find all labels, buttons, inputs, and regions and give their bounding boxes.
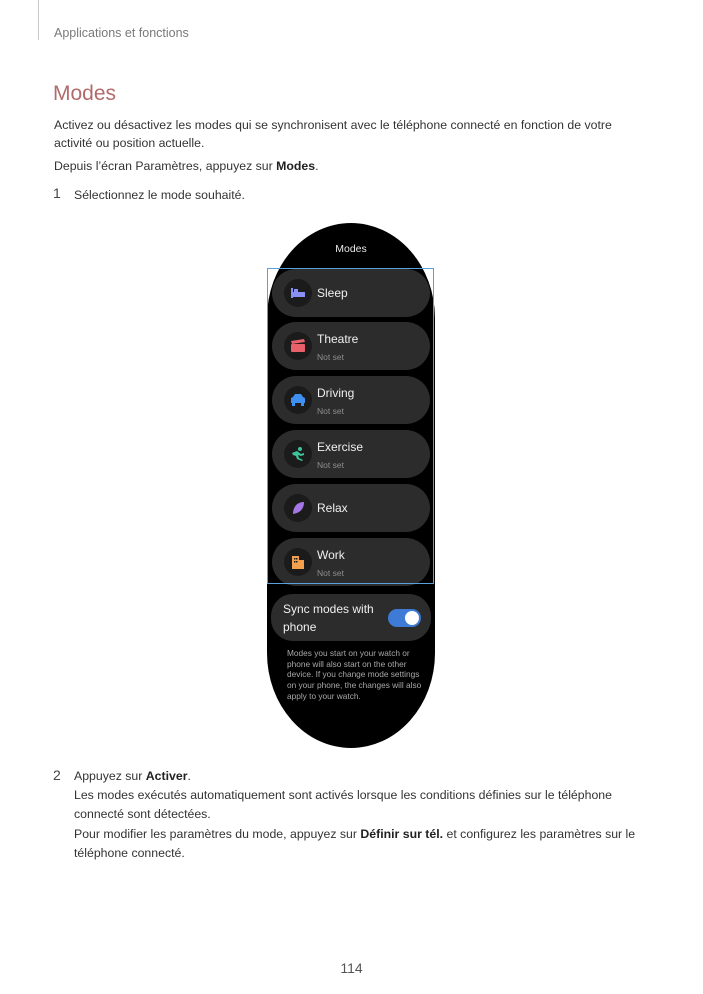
watch-title: Modes (335, 243, 367, 255)
mode-name: Exercise (317, 440, 364, 454)
sync-modes-row[interactable] (271, 594, 431, 641)
mode-status: Not set (317, 568, 344, 578)
step-2-text: Appuyez sur (74, 769, 146, 783)
section-header: Applications et fonctions (54, 26, 189, 40)
highlight-box (267, 268, 434, 584)
mode-name: Work (317, 548, 345, 562)
step-2-para-2 (74, 825, 664, 863)
toggle-knob (405, 611, 419, 625)
settings-path-text: Depuis l’écran Paramètres, appuyez sur (54, 159, 277, 173)
mode-name: Relax (317, 501, 348, 515)
definir-sur-tel-label: Définir sur tél. (360, 827, 444, 841)
settings-path (54, 157, 654, 175)
settings-path-modes: Modes (276, 159, 316, 173)
mode-name: Driving (317, 386, 355, 400)
activer-label: Activer (145, 769, 188, 783)
mode-status: Not set (317, 460, 344, 470)
intro-paragraph (54, 116, 654, 152)
step-2-para-1: Les modes exécutés automatiquement sont activés lorsque les conditions définies sur le téléphone connecté sont détectées. (74, 788, 612, 821)
step-2-content (74, 767, 664, 863)
step-2-number: 2 (53, 767, 61, 783)
sync-description: Modes you start on your watch or phone will also start on the other device. If you change mode settings on your phone, the changes will also apply to your watch. (287, 648, 422, 701)
sync-modes-label: Sync modes with phone (283, 602, 374, 634)
mode-name: Sleep (317, 286, 348, 300)
step-2-para-2-suffix: et configurez les paramètres sur le téléphone connecté. (74, 827, 636, 860)
intro-line-2: activité ou position actuelle. (54, 136, 205, 150)
mode-name: Theatre (317, 332, 359, 346)
page-title: Modes (53, 82, 117, 105)
sync-modes-toggle[interactable] (388, 609, 421, 627)
intro-line-1: Activez ou désactivez les modes qui se synchronisent avec le téléphone connecté en fonction de votre (54, 118, 612, 132)
step-2-suffix: . (187, 769, 191, 783)
step-1-number: 1 (53, 185, 61, 201)
page-number: 114 (340, 960, 363, 976)
header-divider (38, 0, 39, 40)
step-2-para-2-text: Pour modifier les paramètres du mode, appuyez sur (74, 827, 361, 841)
settings-path-suffix: . (315, 159, 319, 173)
mode-status: Not set (317, 352, 344, 362)
step-1-text: Sélectionnez le mode souhaité. (74, 188, 245, 202)
mode-status: Not set (317, 406, 344, 416)
